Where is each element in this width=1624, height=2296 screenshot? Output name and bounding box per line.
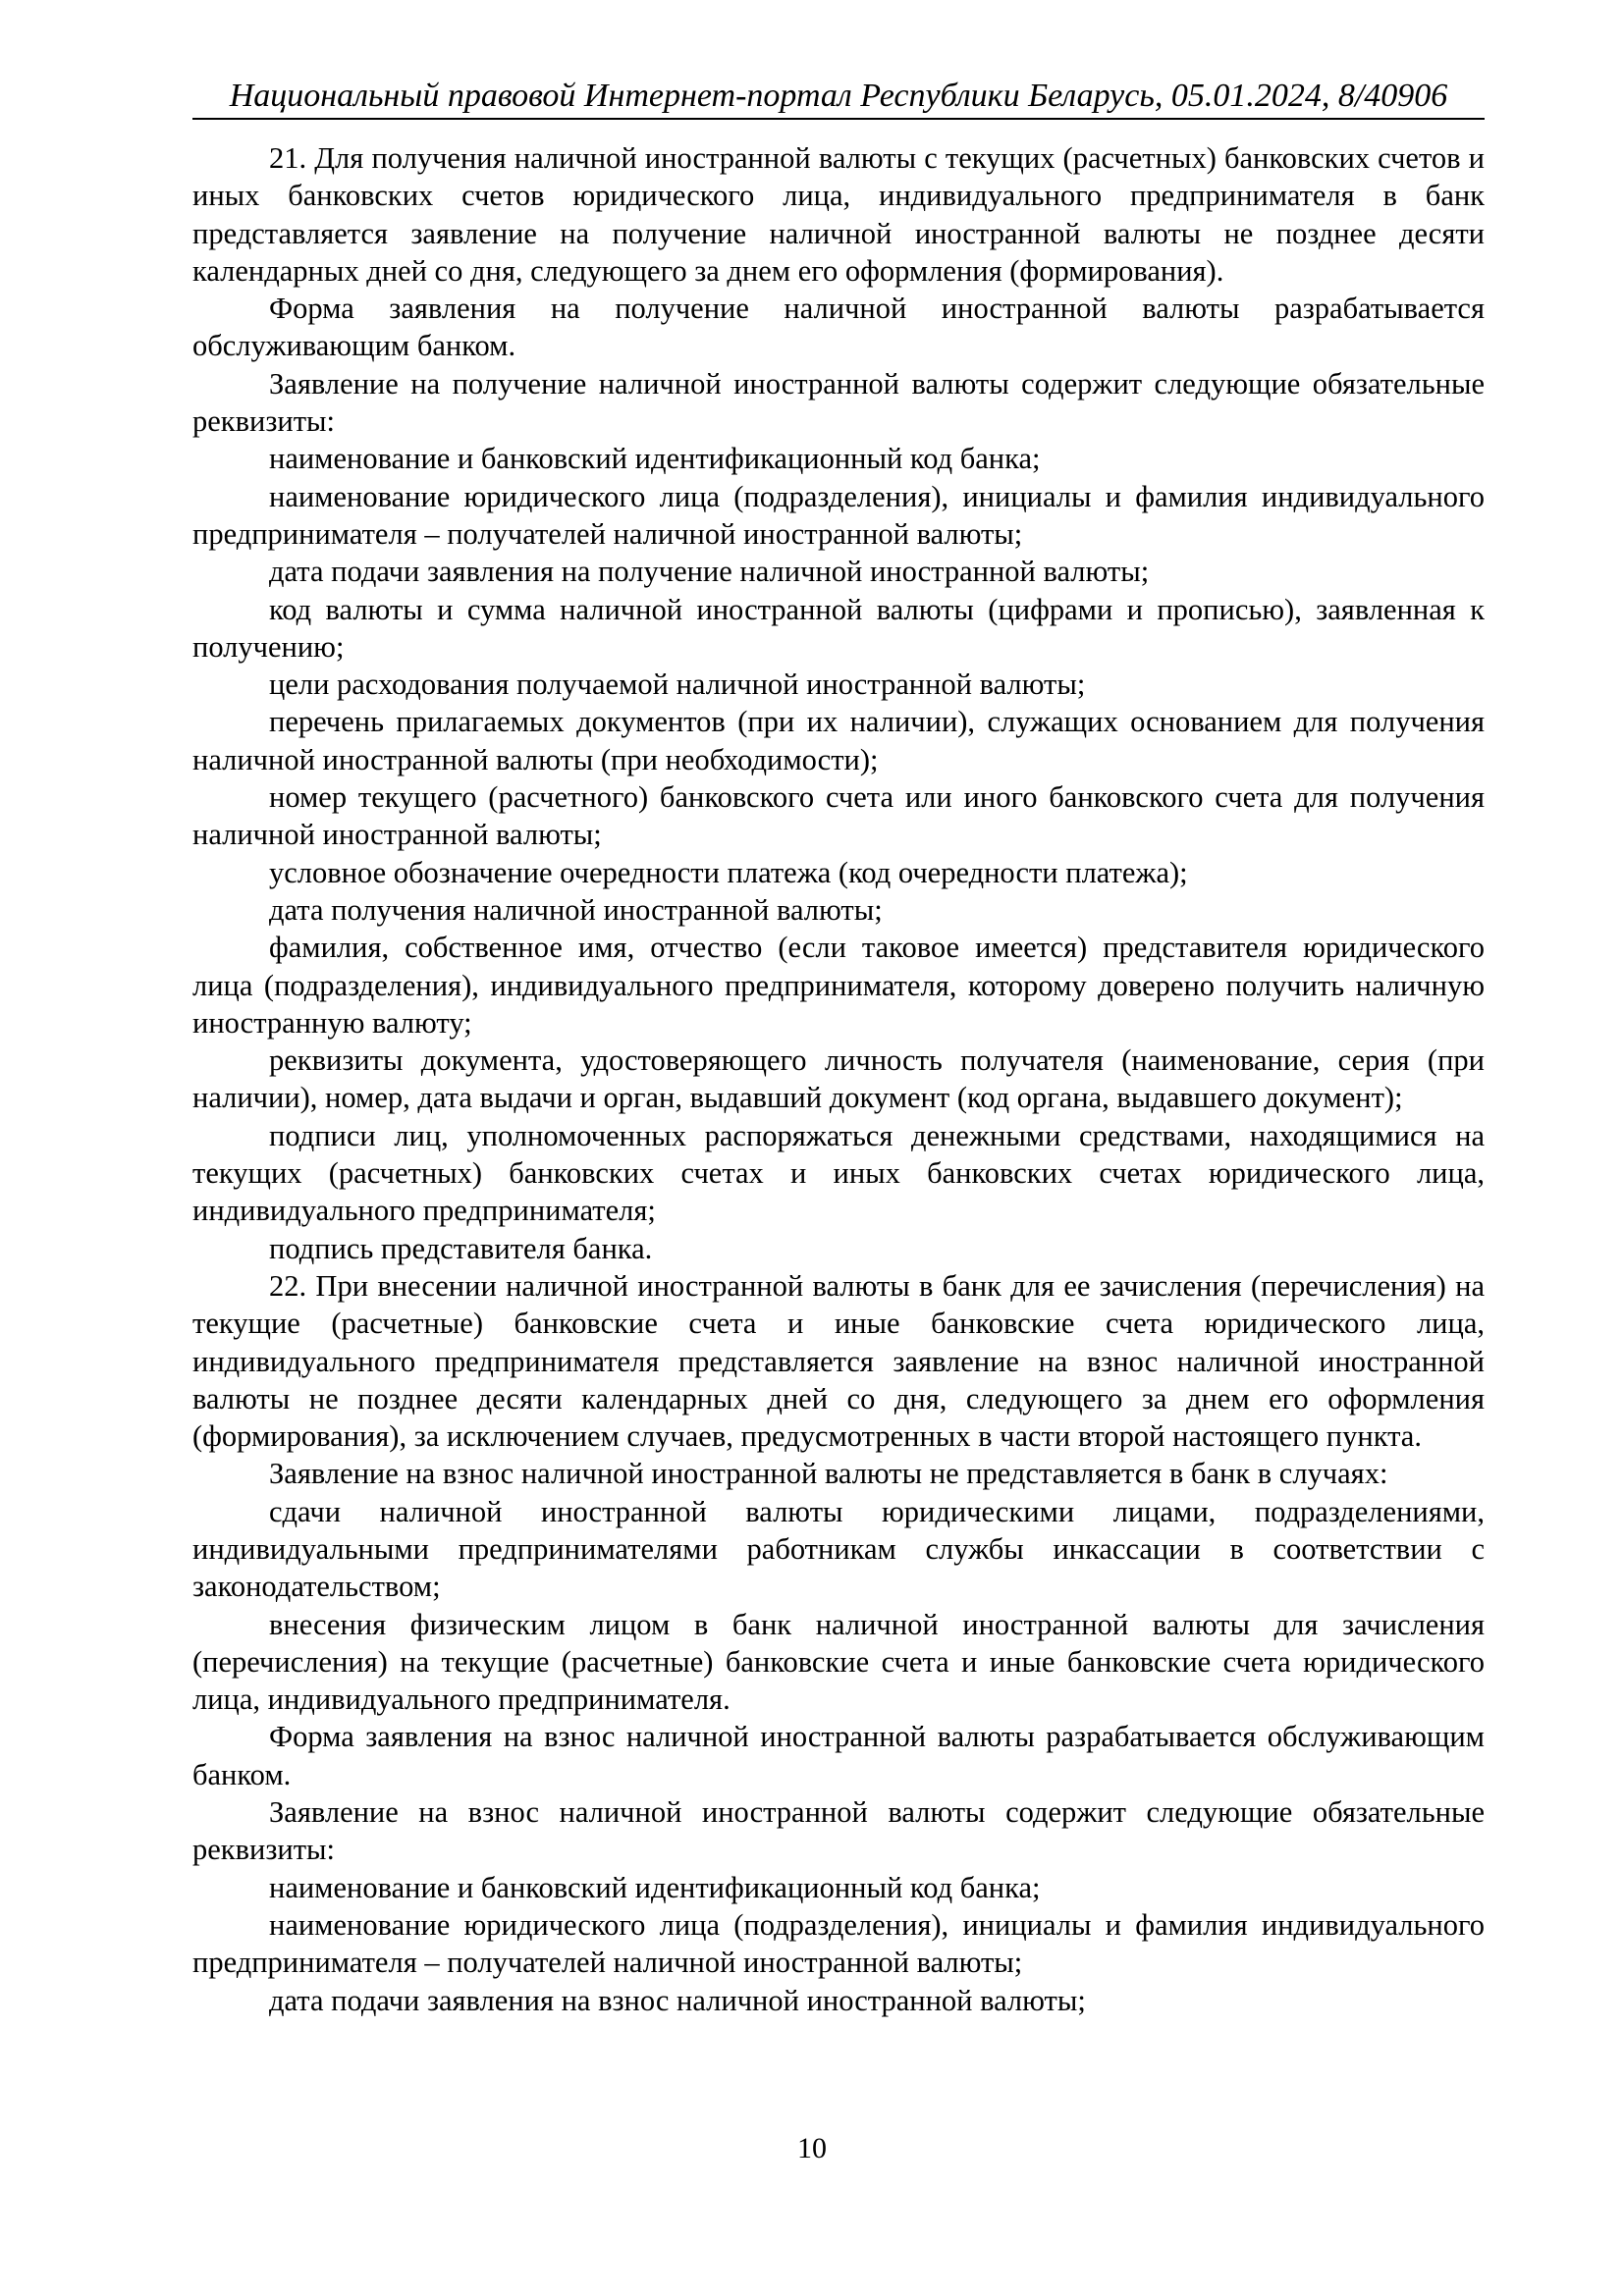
list-item: наименование и банковский идентификационный код банка; — [269, 1870, 1041, 1904]
list-item: наименование юридического лица (подразделения), инициалы и фамилия индивидуального предпринимателя – получателей наличной иностранной валюты; — [192, 1907, 1485, 1980]
list-item: подпись представителя банка. — [269, 1231, 653, 1265]
paragraph: Заявление на получение наличной иностранной валюты содержит следующие обязательные реквизиты: — [192, 366, 1485, 439]
list-item: код валюты и сумма наличной иностранной валюты (цифрами и прописью), заявленная к получению; — [192, 592, 1485, 664]
paragraph: Заявление на взнос наличной иностранной валюты не представляется в банк в случаях: — [269, 1457, 1388, 1491]
list-item: внесения физическим лицом в банк наличной иностранной валюты для зачисления (перечисления) на текущие (расчетные) банковские счета и иные банковские счета юридического лица, индивидуального предпринимателя. — [192, 1607, 1485, 1717]
paragraph: Форма заявления на взнос наличной иностранной валюты разрабатывается обслуживающим банком. — [192, 1720, 1485, 1791]
list-item: подписи лиц, уполномоченных распоряжаться денежными средствами, находящимися на текущих (расчетных) банковских счетах и иных банковских счетах юридического лица, индивидуального предпринимателя; — [192, 1118, 1485, 1228]
paragraph: 21. Для получения наличной иностранной валюты с текущих (расчетных) банковских счетов и иных банковских счетов юридического лица, индивидуального предпринимателя в банк представляется заявление на получение наличной иностранной валюты не позднее десяти календарных дней со дня, следующего за днем его оформления (формирования). — [192, 141, 1485, 288]
list-item: цели расходования получаемой наличной иностранной валюты; — [269, 667, 1086, 702]
list-item: наименование и банковский идентификационный код банка; — [269, 442, 1041, 476]
document-body — [192, 139, 1485, 2019]
page-number: 10 — [797, 2132, 827, 2164]
list-item: условное обозначение очередности платежа (код очередности платежа); — [269, 855, 1188, 889]
list-item: дата подачи заявления на взнос наличной иностранной валюты; — [269, 1983, 1086, 2017]
paragraph: Заявление на взнос наличной иностранной валюты содержит следующие обязательные реквизиты: — [192, 1795, 1485, 1867]
list-item: перечень прилагаемых документов (при их наличии), служащих основанием для получения наличной иностранной валюты (при необходимости); — [192, 705, 1485, 776]
page-header: Национальный правовой Интернет-портал Республики Беларусь, 05.01.2024, 8/40906 — [229, 78, 1448, 114]
list-item: реквизиты документа, удостоверяющего личность получателя (наименование, серия (при наличии), номер, дата выдачи и орган, выдавший документ (код органа, выдавшего документ); — [192, 1043, 1485, 1115]
list-item: номер текущего (расчетного) банковского счета или иного банковского счета для получения наличной иностранной валюты; — [192, 780, 1485, 852]
header-divider — [192, 118, 1485, 120]
paragraph: Форма заявления на получение наличной иностранной валюты разрабатывается обслуживающим банком. — [192, 292, 1485, 363]
list-item: фамилия, собственное имя, отчество (если таковое имеется) представителя юридического лица (подразделения), индивидуального предпринимателя, которому доверено получить наличную иностранную валюту; — [192, 931, 1485, 1040]
list-item: дата получения наличной иностранной валюты; — [269, 892, 883, 927]
paragraph: 22. При внесении наличной иностранной валюты в банк для ее зачисления (перечисления) на текущие (расчетные) банковские счета и иные банковские счета юридического лица, индивидуального предпринимателя представляется заявление на взнос наличной иностранной валюты не позднее десяти календарных дней со дня, следующего за днем его оформления (формирования), за исключением случаев, предусмотренных в части второй настоящего пункта. — [192, 1268, 1485, 1454]
list-item: наименование юридического лица (подразделения), инициалы и фамилия индивидуального предпринимателя – получателей наличной иностранной валюты; — [192, 479, 1485, 551]
list-item: дата подачи заявления на получение наличной иностранной валюты; — [269, 555, 1150, 589]
list-item: сдачи наличной иностранной валюты юридическими лицами, подразделениями, индивидуальными предпринимателями работникам службы инкассации в соответствии с законодательством; — [192, 1494, 1485, 1604]
